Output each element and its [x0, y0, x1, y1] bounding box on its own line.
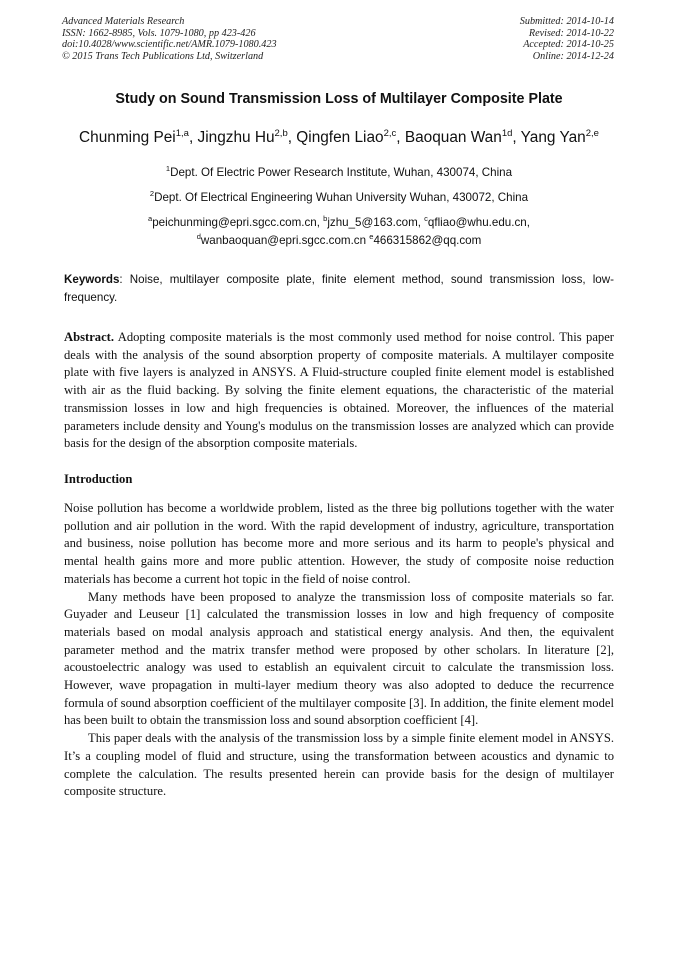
email-mark: b [323, 214, 328, 223]
author-separator: , [287, 129, 297, 146]
journal-name: Advanced Materials Research [62, 16, 185, 27]
author-list [20, 129, 658, 147]
author-affiliation-mark: 2,c [383, 128, 397, 139]
email-address[interactable]: wanbaoquan@epri.sgcc.com.cn [200, 234, 370, 247]
affiliation-mark: 2 [149, 189, 155, 198]
email-address[interactable]: peichunming@epri.sgcc.com.cn, [152, 216, 324, 229]
author-separator: , [512, 129, 521, 146]
online-date: Online: 2014-12-24 [532, 50, 614, 62]
doi-line: doi:10.4028/www.scientific.net/AMR.1079-1080.423 [62, 39, 277, 51]
paragraph: Many methods have been proposed to analyze the transmission loss of composite materials so far. Guyader and Leuseur [1] calculated the transmission losses in low and high frequency of composite materials based on modal analysis approach and statistical energy analysis. And then, the equivalent parameter method and the matrix transfer method were proposed by other scholars. In literature [2], acoustoelectric analogy was used to establish an equivalent circuit to calculate the transmission loss. However, wave propagation in multi-layer medium theory was also adopted to deduce the recurrence formula of sound absorption coefficient of the multilayer composite [3]. In addition, the finite element model has been built to obtain the transmission loss and sound absorption coefficient [4]. [64, 589, 614, 728]
author-name: Baoquan Wan [404, 129, 502, 146]
abstract-text: Adopting composite materials is the most commonly used method for noise control. This paper deals with the analysis of the sound absorption property of composite materials. A multilayer composite plate with five layers is analyzed in ANSYS. A Fluid-structure coupled finite element model is established with air as the fluid backing. By solving the finite element equations, the characteristic of the material transmission losses in low and high frequencies is obtained. Moreover, the influences of the material parameters include density and Young's modulus on the transmission losses are analyzed which can provide basis for the design of the absorption composite materials. [64, 330, 614, 451]
email-line-2 [30, 234, 648, 247]
author-name: Jingzhu Hu [197, 129, 275, 146]
affiliation-mark: 1 [165, 164, 171, 173]
abstract-section [64, 329, 614, 453]
author-affiliation-mark: 1,a [175, 128, 189, 139]
paper-title: Study on Sound Transmission Loss of Multilayer Composite Plate [115, 91, 563, 107]
keywords-section [64, 271, 614, 308]
abstract-label: Abstract. [64, 330, 115, 344]
email-address[interactable]: jzhu_5@163.com, [327, 216, 425, 229]
author-affiliation-mark: 2,e [585, 128, 599, 139]
introduction-heading: Introduction [64, 472, 133, 486]
keywords-label: Keywords [64, 273, 120, 286]
author-affiliation-mark: 1d [501, 128, 513, 139]
email-mark: e [369, 232, 374, 241]
affiliation-text: Dept. Of Electric Power Research Institute, Wuhan, 430074, China [170, 166, 513, 179]
paragraph: This paper deals with the analysis of the transmission loss by a simple finite element model in ANSYS. It’s a coupling model of fluid and structure, using the transformation between acoustics and dynamic to complete the calculation. The results presented herein can provide basis for the design of multilayer composite structure. [64, 731, 614, 799]
issn-line: ISSN: 1662-8985, Vols. 1079-1080, pp 423-426 [62, 27, 256, 39]
email-address[interactable]: 466315862@qq.com [373, 234, 482, 247]
submitted-date: Submitted: 2014-10-14 [519, 16, 614, 27]
author-separator: , [188, 129, 198, 146]
email-mark: d [196, 232, 201, 241]
copyright-line: © 2015 Trans Tech Publications Ltd, Switzerland [62, 50, 264, 62]
publication-dates [520, 16, 614, 62]
author-affiliation-mark: 2,b [274, 128, 288, 139]
accepted-date: Accepted: 2014-10-25 [523, 39, 614, 51]
affiliation-1 [30, 166, 648, 179]
paragraph: Noise pollution has become a worldwide problem, listed as the three big pollutions together with the water pollution and air pollution in the word. With the rapid development of industry, agriculture, transportation and business, noise pollution has become more and more serious and its harm to people's physical and mental health gains more and more public attention. However, the study of composite noise reduction materials has become a current hot topic in the field of noise control. [64, 501, 614, 586]
affiliation-text: Dept. Of Electrical Engineering Wuhan University Wuhan, 430072, China [154, 191, 529, 204]
revised-date: Revised: 2014-10-22 [528, 27, 614, 39]
author-separator: , [396, 129, 405, 146]
author-name: Chunming Pei [79, 129, 176, 146]
keywords-text: : Noise, multilayer composite plate, finite element method, sound transmission loss, low-frequency. [64, 273, 614, 305]
email-mark: c [424, 214, 428, 223]
email-line-1 [30, 216, 648, 229]
author-name: Yang Yan [520, 129, 586, 146]
affiliation-2 [30, 191, 648, 204]
author-name: Qingfen Liao [296, 129, 384, 146]
email-mark: a [148, 214, 153, 223]
introduction-body [64, 500, 614, 801]
journal-info [62, 16, 277, 62]
email-address[interactable]: qfliao@whu.edu.cn, [427, 216, 530, 229]
